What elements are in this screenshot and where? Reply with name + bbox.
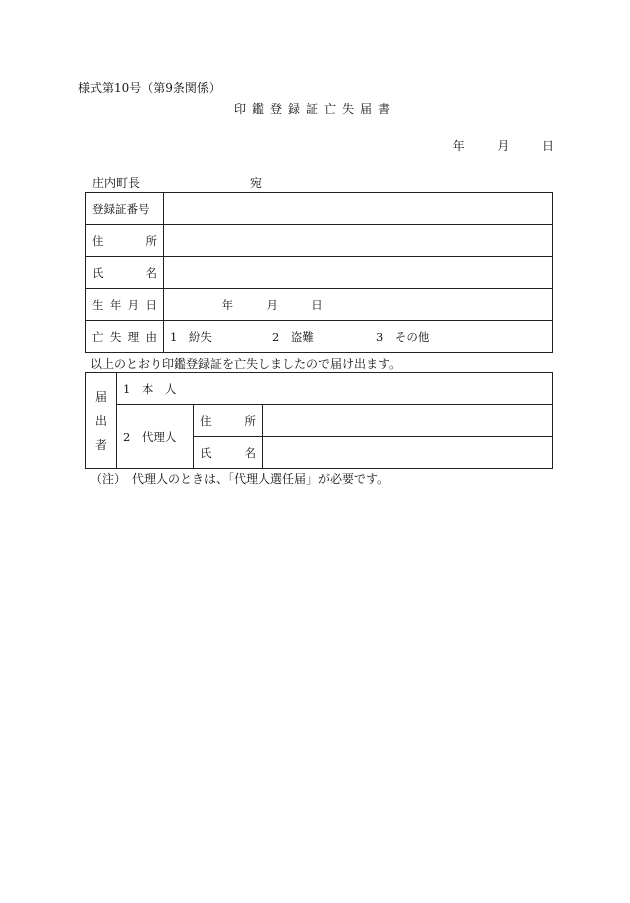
table-row-reason	[86, 321, 553, 353]
address-label: 住 所	[86, 225, 164, 257]
reason-option-stolen[interactable]: 2 盗難	[272, 329, 314, 344]
table-row-proxy-address	[86, 405, 553, 437]
form-number-label: 様式第10号（第9条関係）	[78, 81, 221, 95]
registration-number-label: 登録証番号	[86, 193, 164, 225]
submission-date	[453, 140, 554, 152]
birthdate-month-unit: 月	[266, 297, 278, 312]
registration-number-field[interactable]	[164, 193, 553, 225]
addressee-suffix: 宛	[250, 176, 263, 190]
date-day-unit: 日	[541, 139, 554, 153]
addressee-name: 庄内町長	[92, 176, 141, 190]
birthdate-label: 生 年 月 日	[86, 289, 164, 321]
addressee	[92, 176, 263, 190]
applicant-info-table	[85, 192, 553, 353]
proxy-address-label: 住 所	[194, 405, 263, 437]
filer-label: 届 出 者	[86, 373, 117, 469]
proxy-name-field[interactable]	[263, 437, 553, 469]
footnote: （注） 代理人のときは、「代理人選任届」が必要です。	[90, 472, 390, 486]
table-row-address	[86, 225, 553, 257]
table-row-registration-number	[86, 193, 553, 225]
date-year-unit: 年	[452, 139, 465, 153]
table-row-filer-self	[86, 373, 553, 405]
table-row-birthdate	[86, 289, 553, 321]
reason-label: 亡 失 理 由	[86, 321, 164, 353]
proxy-address-field[interactable]	[263, 405, 553, 437]
birthdate-day-unit: 日	[311, 297, 323, 312]
name-label: 氏 名	[86, 257, 164, 289]
birthdate-field[interactable]	[164, 289, 553, 321]
reason-options	[164, 321, 553, 353]
declaration-statement: 以上のとおり印鑑登録証を亡失しましたので届け出ます。	[90, 357, 402, 371]
reason-option-lost[interactable]: 1 紛失	[170, 329, 212, 344]
proxy-option[interactable]: 2 代理人	[117, 405, 194, 469]
birthdate-year-unit: 年	[221, 297, 234, 312]
date-month-unit: 月	[497, 139, 510, 153]
address-field[interactable]	[164, 225, 553, 257]
reason-option-other[interactable]: 3 その他	[376, 329, 430, 344]
document-title: 印鑑登録証亡失届書	[233, 102, 396, 116]
name-field[interactable]	[164, 257, 553, 289]
table-row-name	[86, 257, 553, 289]
self-option[interactable]: 1 本 人	[117, 373, 553, 405]
proxy-name-label: 氏 名	[194, 437, 263, 469]
filer-table	[85, 372, 553, 469]
